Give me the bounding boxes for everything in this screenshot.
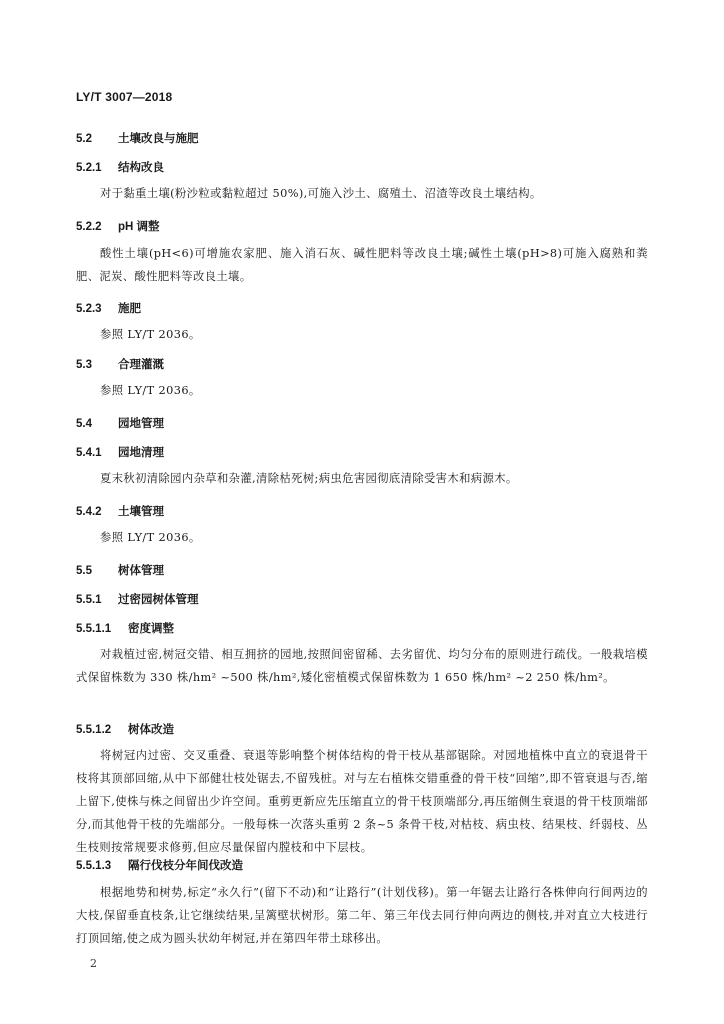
section-heading [76, 444, 164, 460]
section-number: 5.3 [76, 359, 92, 371]
section-heading [76, 620, 174, 636]
paragraph: 对栽植过密,树冠交错、相互拥挤的园地,按照间密留稀、去劣留优、均匀分布的原则进行疏伐。一般栽培模式保留株数为 330 株/hm² ~500 株/hm²,矮化密植模式保留株数为 1 650 株/hm² ~2 250 株/hm²。 [76, 648, 648, 684]
section-number: 5.4.2 [76, 506, 102, 518]
section-heading [76, 356, 164, 372]
paragraph: 酸性土壤(pH<6)可增施农家肥、施入消石灰、碱性肥料等改良土壤;碱性土壤(pH>8)可施入腐熟和粪肥、泥炭、酸性肥料等改良土壤。 [76, 247, 648, 283]
section-heading [76, 415, 164, 431]
section-number: 5.5 [76, 565, 92, 577]
section-title: pH 调整 [118, 221, 160, 233]
section-title: 土壤改良与施肥 [118, 133, 199, 145]
standard-code: LY/T 3007—2018 [76, 90, 173, 104]
section-heading [76, 857, 243, 873]
section-title: 树体管理 [118, 565, 164, 577]
section-number: 5.2.3 [76, 303, 102, 315]
section-title: 园地管理 [118, 418, 164, 430]
section-number: 5.5.1.2 [76, 724, 112, 736]
section-title: 过密园树体管理 [118, 594, 199, 606]
section-title: 合理灌溉 [118, 359, 164, 371]
section-number: 5.2.2 [76, 221, 102, 233]
section-heading [76, 591, 199, 607]
paragraph: 参照 LY/T 2036。 [100, 531, 201, 544]
section-heading [76, 218, 160, 234]
section-title: 密度调整 [128, 623, 174, 635]
section-number: 5.4 [76, 418, 92, 430]
section-heading [76, 721, 174, 737]
section-number: 5.5.1.3 [76, 860, 112, 872]
paragraph: 根据地势和树势,标定“永久行”(留下不动)和“让路行”(计划伐移)。第一年锯去让路行各株伸向行间两边的大枝,保留垂直枝条,让它继续结果,呈篱壁状树形。第二年、第三年伐去同行伸向两边的侧枝,并对直立大枝进行打顶回缩,使之成为圆头状幼年树冠,并在第四年带土球移出。 [76, 886, 648, 945]
section-number: 5.5.1 [76, 594, 102, 606]
section-title: 结构改良 [118, 162, 164, 174]
section-heading [76, 130, 199, 146]
section-number: 5.2.1 [76, 162, 102, 174]
section-title: 树体改造 [128, 724, 174, 736]
section-title: 隔行伐枝分年间伐改造 [128, 860, 243, 872]
section-title: 园地清理 [118, 447, 164, 459]
paragraph: 参照 LY/T 2036。 [100, 384, 201, 397]
section-number: 5.4.1 [76, 447, 102, 459]
page-number: 2 [90, 957, 97, 970]
paragraph: 对于黏重土壤(粉沙粒或黏粒超过 50%),可施入沙土、腐殖土、沼渣等改良土壤结构。 [100, 187, 542, 200]
section-heading [76, 562, 164, 578]
section-heading [76, 159, 164, 175]
section-title: 土壤管理 [118, 506, 164, 518]
section-number: 5.5.1.1 [76, 623, 112, 635]
section-title: 施肥 [118, 303, 141, 315]
paragraph: 将树冠内过密、交叉重叠、衰退等影响整个树体结构的骨干枝从基部锯除。对园地植株中直立的衰退骨干枝将其顶部回缩,从中下部健壮枝处锯去,不留残桩。对与左右植株交错重叠的骨干枝“回缩”,即不管衰退与否,缩上留下,使株与株之间留出少许空间。重剪更新应先压缩直立的骨干枝顶端部分,再压缩侧生衰退的骨干枝顶端部分,而其他骨干枝的先端部分。一般每株一次落头重剪 2 条~5 条骨干枝,对枯枝、病虫枝、结果枝、纤弱枝、丛生枝则按常规要求修剪,但应尽量保留内膛枝和中下层枝。 [76, 749, 648, 854]
paragraph: 夏末秋初清除园内杂草和杂灌,清除枯死树;病虫危害园彻底清除受害木和病源木。 [100, 472, 518, 485]
section-number: 5.2 [76, 133, 92, 145]
section-heading [76, 503, 164, 519]
paragraph: 参照 LY/T 2036。 [100, 328, 201, 341]
section-heading [76, 300, 141, 316]
